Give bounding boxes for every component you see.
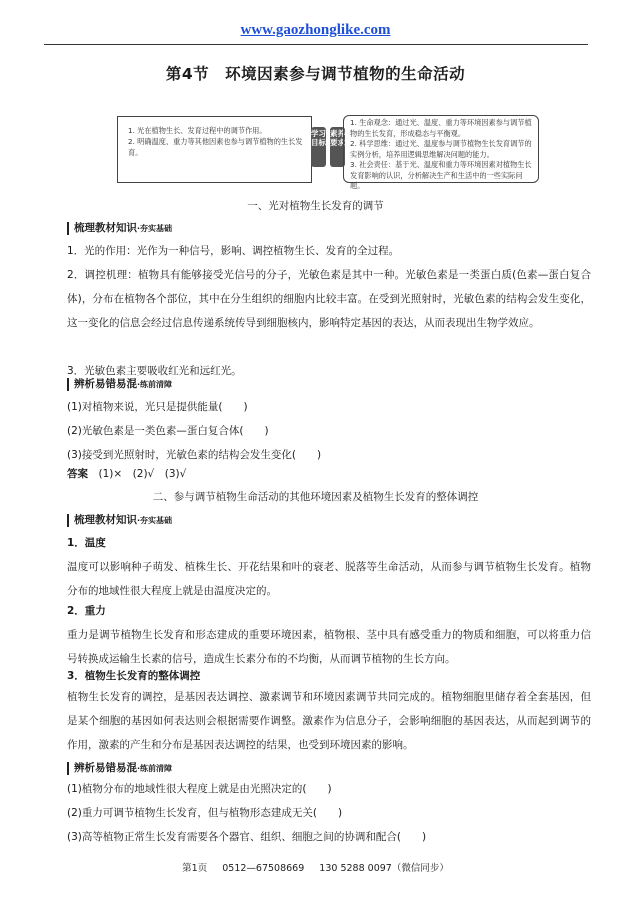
section1-q1: (1)对植物来说，光只是提供能量( ) <box>67 401 248 413</box>
section1-q2: (2)光敏色素是一类色素—蛋白复合体( ) <box>67 425 269 437</box>
literacy-tag: 素养要求 <box>330 127 345 167</box>
section1-label-check: 辨析易错易混·练前清障 <box>67 378 172 391</box>
objective-item: 1. 光在植物生长、发育过程中的调节作用。 <box>128 126 267 135</box>
section2-h-temperature: 1．温度 <box>67 537 106 549</box>
section1-para3: 3．光敏色素主要吸收红光和远红光。 <box>67 365 242 377</box>
page-title <box>0 62 631 84</box>
page-number: 第1页 <box>182 863 208 874</box>
page-footer <box>0 860 631 874</box>
section1-q3: (3)接受到光照射时，光敏色素的结构会发生变化( ) <box>67 449 322 461</box>
section2-q3: (3)高等植物正常生长发育需要各个器官、组织、细胞之间的协调和配合( ) <box>67 831 427 843</box>
literacy-box <box>343 115 539 190</box>
section1-label-knowledge: 梳理教材知识·夯实基础 <box>67 222 172 235</box>
phone-2: 130 5288 0097（微信同步） <box>319 863 449 874</box>
section1-para1: 1．光的作用：光作为一种信号，影响、调控植物生长、发育的全过程。 <box>67 245 400 257</box>
section2-heading: 二、参与调节植物生命活动的其他环境因素及植物生长发育的整体调控 <box>152 491 479 503</box>
section2-regulation-text: 植物生长发育的调控，是基因表达调控、激素调节和环境因素调节共同完成的。植物细胞里储存着全套基因，但是某个细胞的基因如何表达则会根据需要作调整。激素作为信息分子，会影响细胞的基因表达，从而起到调节的作用，激素的产生和分布是基因表达调控的结果，也受到环境因素的影响。 <box>67 691 591 751</box>
section2-q1: (1)植物分布的地域性很大程度上就是由光照决定的( ) <box>67 783 332 795</box>
section2-gravity-text: 重力是调节植物生长发育和形态建成的重要环境因素，植物根、茎中具有感受重力的物质和细胞，可以将重力信号转换成运输生长素的信号，造成生长素分布的不均衡，从而调节植物的生长方向。 <box>67 629 591 665</box>
objectives-box <box>117 116 312 183</box>
site-url[interactable]: www.gaozhonglike.com <box>240 22 391 38</box>
section2-h-gravity: 2．重力 <box>67 605 106 617</box>
section2-h-regulation: 3．植物生长发育的整体调控 <box>67 670 201 682</box>
section1-answer: 答案 (1)× (2)√ (3)√ <box>67 468 187 480</box>
phone-1: 0512—67508669 <box>222 863 305 874</box>
literacy-item: 2. 科学思维：通过光、温度参与调节植物生长发育调节的实例分析，培养用逻辑思维解决问题的能力。 <box>350 139 532 159</box>
objective-item: 2. 明确温度、重力等其他因素也参与调节植物的生长发育。 <box>128 137 303 157</box>
title-text: 环境因素参与调节植物的生命活动 <box>225 65 466 83</box>
section2-label-check: 辨析易错易混·练前清障 <box>67 762 172 775</box>
title-prefix: 第4节 <box>165 65 210 83</box>
header-rule <box>44 44 588 45</box>
literacy-item: 3. 社会责任：基于光、温度和重力等环境因素对植物生长发育影响的认识，分析解决生产和生活中的一些实际问题。 <box>350 160 532 190</box>
learning-goal-tag: 学习目标 <box>311 127 326 167</box>
section1-heading: 一、光对植物生长发育的调节 <box>247 200 384 212</box>
section1-para2: 2．调控机理：植物具有能够接受光信号的分子，光敏色素是其中一种。光敏色素是一类蛋白质(色素—蛋白复合体)，分布在植物各个部位，其中在分生组织的细胞内比较丰富。在受到光照射时，光敏色素的结构会发生变化，这一变化的信息会经过信息传递系统传导到细胞核内，影响特定基因的表达，从而表现出生物学效应。 <box>67 269 591 329</box>
literacy-item: 1. 生命观念：通过光、温度、重力等环境因素参与调节植物的生长发育，形成稳态与平衡观。 <box>350 118 532 138</box>
section2-temperature-text: 温度可以影响种子萌发、植株生长、开花结果和叶的衰老、脱落等生命活动，从而参与调节植物生长发育。植物分布的地域性很大程度上就是由温度决定的。 <box>67 561 591 597</box>
section2-q2: (2)重力可调节植物生长发育，但与植物形态建成无关( ) <box>67 807 343 819</box>
section2-label-knowledge: 梳理教材知识·夯实基础 <box>67 514 172 527</box>
